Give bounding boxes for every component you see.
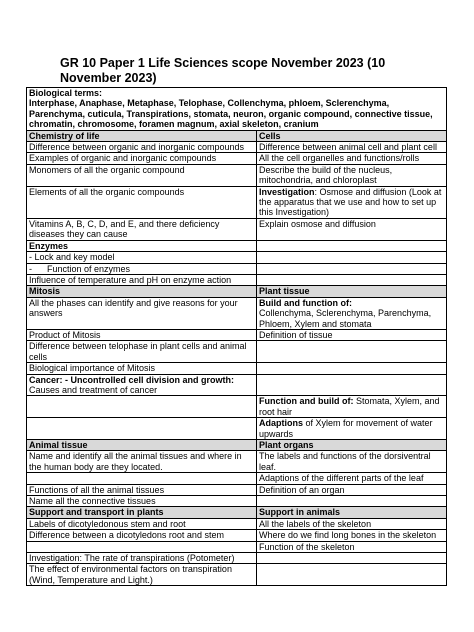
- cell-bold-text: Investigation: [259, 186, 315, 197]
- table-cell: Definition of tissue: [257, 329, 447, 340]
- section-heading: Chemistry of life: [27, 130, 257, 141]
- table-row: [27, 297, 447, 329]
- table-cell: Functions of all the animal tissues: [27, 484, 257, 495]
- table-row: [27, 341, 447, 363]
- table-cell: Difference between animal cell and plant cell: [257, 142, 447, 153]
- table-cell: All the phases can identify and give reasons for your answers: [27, 297, 257, 329]
- cell-bold-text: Adaptions: [259, 418, 303, 429]
- table-cell: Adaptions of the different parts of the leaf: [257, 473, 447, 484]
- section-heading: Animal tissue: [27, 440, 257, 451]
- table-cell: [27, 473, 257, 484]
- table-cell: [257, 553, 447, 564]
- page-title: GR 10 Paper 1 Life Sciences scope November 2023 (10 November 2023): [60, 56, 386, 85]
- table-row: [27, 518, 447, 529]
- cell-bold-text: Cancer: - Uncontrolled cell division and growth:: [29, 374, 235, 385]
- section-heading: Cells: [257, 130, 447, 141]
- table-cell: Name all the connective tissues: [27, 496, 257, 507]
- section-heading: Support in animals: [257, 507, 447, 518]
- table-cell: [257, 240, 447, 251]
- table-cell: The effect of environmental factors on transpiration (Wind, Temperature and Light.): [27, 564, 257, 586]
- table-cell: [257, 396, 447, 418]
- section-header-row: [27, 286, 447, 297]
- table-row: [27, 142, 447, 153]
- cell-text: Causes and treatment of cancer: [29, 384, 158, 395]
- section-heading: Support and transport in plants: [27, 507, 257, 518]
- table-row: [27, 396, 447, 418]
- table-row: [27, 451, 447, 473]
- table-cell: Monomers of all the organic compound: [27, 164, 257, 186]
- table-cell: Biological importance of Mitosis: [27, 363, 257, 374]
- table-cell: Influence of temperature and pH on enzyme action: [27, 274, 257, 285]
- table-row: [27, 240, 447, 251]
- table-cell: Difference between organic and inorganic compounds: [27, 142, 257, 153]
- table-cell: [27, 396, 257, 418]
- cell-text: Stomata, Xylem, and root hair: [259, 396, 440, 417]
- section-heading: Mitosis: [27, 286, 257, 297]
- table-row: [27, 186, 447, 218]
- cell-text: : Osmose and diffusion (Look at the apparatus that we use and how to set up this Investigation): [259, 186, 442, 218]
- table-row: [27, 473, 447, 484]
- table-row: [27, 252, 447, 263]
- section-heading: Plant tissue: [257, 286, 447, 297]
- cell-text: of Xylem for movement of water upwards: [259, 418, 433, 439]
- scope-table: [26, 87, 447, 586]
- cell-bold-text: Function and build of:: [259, 396, 354, 407]
- table-cell: [27, 541, 257, 552]
- table-cell: [257, 263, 447, 274]
- table-row: [27, 374, 447, 396]
- table-cell: Vitamins A, B, C, D, and E, and there deficiency diseases they can cause: [27, 218, 257, 240]
- table-cell: Investigation: The rate of transpirations (Potometer): [27, 553, 257, 564]
- table-row: [27, 263, 447, 274]
- table-cell: [257, 564, 447, 586]
- table-row: [27, 88, 447, 131]
- table-row: [27, 153, 447, 164]
- table-cell: [27, 374, 257, 396]
- table-cell: - Lock and key model: [27, 252, 257, 263]
- section-heading: Plant organs: [257, 440, 447, 451]
- table-cell: Examples of organic and inorganic compounds: [27, 153, 257, 164]
- table-cell: [27, 418, 257, 440]
- subsection-heading: Enzymes: [27, 240, 257, 251]
- table-cell: [257, 418, 447, 440]
- table-cell: The labels and functions of the dorsiventral leaf.: [257, 451, 447, 473]
- table-cell: [257, 363, 447, 374]
- table-cell: Explain osmose and diffusion: [257, 218, 447, 240]
- biological-terms-cell: [27, 88, 447, 131]
- table-cell: Labels of dicotyledonous stem and root: [27, 518, 257, 529]
- table-row: [27, 218, 447, 240]
- table-row: [27, 496, 447, 507]
- table-row: [27, 553, 447, 564]
- table-cell: Function of the skeleton: [257, 541, 447, 552]
- cell-bold-text: Build and function of:: [259, 297, 352, 308]
- table-row: [27, 274, 447, 285]
- biological-terms-heading: Biological terms:: [29, 88, 103, 98]
- table-row: [27, 564, 447, 586]
- table-cell: Difference between a dicotyledons root and stem: [27, 530, 257, 541]
- section-header-row: [27, 440, 447, 451]
- table-row: [27, 363, 447, 374]
- table-cell: [257, 186, 447, 218]
- table-cell: [257, 252, 447, 263]
- section-header-row: [27, 130, 447, 141]
- table-cell: Where do we find long bones in the skeleton: [257, 530, 447, 541]
- table-cell: All the labels of the skeleton: [257, 518, 447, 529]
- table-cell: Elements of all the organic compounds: [27, 186, 257, 218]
- table-row: [27, 164, 447, 186]
- table-row: [27, 484, 447, 495]
- table-cell: Name and identify all the animal tissues and where in the human body are they located.: [27, 451, 257, 473]
- cell-text: Collenchyma, Sclerenchyma, Parenchyma, Phloem, Xylem and stomata: [259, 308, 432, 329]
- section-header-row: [27, 507, 447, 518]
- table-cell: [257, 496, 447, 507]
- table-cell: Product of Mitosis: [27, 329, 257, 340]
- table-row: [27, 541, 447, 552]
- table-row: [27, 418, 447, 440]
- table-cell: All the cell organelles and functions/rolls: [257, 153, 447, 164]
- table-cell: [257, 297, 447, 329]
- table-cell: [257, 274, 447, 285]
- biological-terms-list: Interphase, Anaphase, Metaphase, Telophase, Collenchyma, phloem, Sclerenchyma, Parenchyma, cuticula, Transpirations, stomata, neuron, organic compound, connective tissue, chromatin, chromosome, foramen magnum, axial skeleton, cranium: [29, 98, 433, 130]
- table-cell: [257, 374, 447, 396]
- table-cell: - Function of enzymes: [27, 263, 257, 274]
- table-cell: Definition of an organ: [257, 484, 447, 495]
- table-cell: Describe the build of the nucleus, mitochondria, and chloroplast: [257, 164, 447, 186]
- table-cell: Difference between telophase in plant cells and animal cells: [27, 341, 257, 363]
- table-row: [27, 530, 447, 541]
- table-row: [27, 329, 447, 340]
- table-cell: [257, 341, 447, 363]
